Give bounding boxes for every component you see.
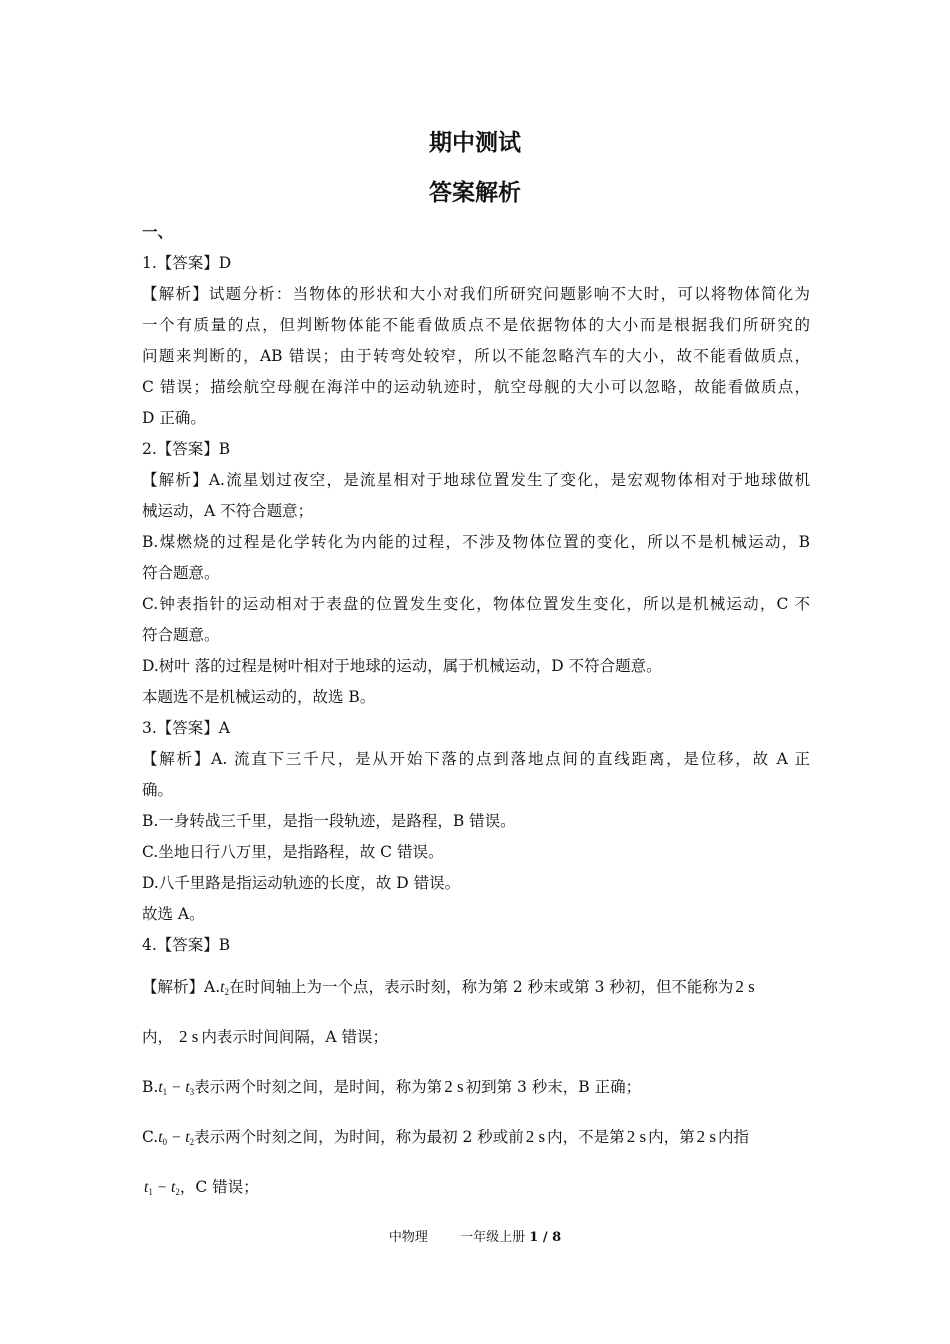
footer-subject: 中物理 [388, 1230, 428, 1245]
q4-answer: 4.【答案】B [142, 936, 231, 954]
q4-c2-end: ，C 错误； [179, 1178, 259, 1196]
page-title: 期中测试 [429, 130, 521, 156]
math-2s: 2 s [525, 1127, 546, 1146]
q4-b-end: 初到第 3 秒末，B 正确； [465, 1078, 642, 1096]
section-heading: 一、 [142, 223, 174, 241]
math-t1-t2: $t_1 - t_2$ [144, 1179, 180, 1197]
q4-c-prefix: C. [142, 1128, 159, 1146]
q2-explanation-line: B.煤燃烧的过程是化学转化为内能的过程，不涉及物体位置的变化，所以不是机械运动，B [142, 533, 810, 551]
q4-a2-prefix: 内， [142, 1028, 174, 1046]
math-t1-t3: $t_1 - t_3$ [158, 1079, 195, 1097]
q4-option-a-line2 [142, 1027, 810, 1047]
q2-explanation-line: D.树叶 落的过程是树叶相对于地球的运动，属于机械运动，D 不符合题意。 [142, 657, 662, 675]
math-2s: 2 s [626, 1127, 647, 1146]
q3-explanation-line: 故选 A。 [142, 905, 205, 923]
q1-explanation-line: 问题来判断的，AB 错误；由于转弯处较窄，所以不能忽略汽车的大小，故不能看做质点， [142, 347, 810, 365]
q2-explanation-line: 符合题意。 [142, 626, 220, 644]
q3-explanation-line: 确。 [142, 781, 174, 799]
math-t0-t2: $t_0 - t_2$ [158, 1129, 195, 1147]
q2-explanation-line: 本题选不是机械运动的，故选 B。 [142, 688, 376, 706]
page-footer [0, 1226, 950, 1245]
q4-c-text2: 内，不是第 [547, 1128, 625, 1146]
q4-option-c-line [142, 1127, 810, 1152]
q3-explanation-line: 【解析】A. 流直下三千尺，是从开始下落的点到落地点间的直线距离，是位移，故 A 正 [142, 750, 810, 768]
q1-explanation-line: 【解析】试题分析：当物体的形状和大小对我们所研究问题影响不大时，可以将物体简化为 [142, 285, 810, 303]
math-2s: 2 s [735, 977, 755, 996]
q4-c-text3: 内，第 [648, 1128, 695, 1146]
q4-option-a-line [142, 977, 810, 1002]
footer-page-number: 1 / 8 [529, 1230, 562, 1245]
q2-explanation-line: 符合题意。 [142, 564, 220, 582]
q2-explanation-line: C.钟表指针的运动相对于表盘的位置发生变化，物体位置发生变化，所以是机械运动，C 不 [142, 595, 810, 613]
q4-b-text: 表示两个时刻之间，是时间，称为第 [194, 1078, 443, 1096]
math-2s: 2 s [444, 1077, 464, 1096]
q4-a-prefix: 【解析】A. [142, 978, 221, 996]
q2-explanation-line: 械运动，A 不符合题意； [142, 502, 314, 520]
page-subtitle: 答案解析 [429, 180, 521, 206]
q4-b-prefix: B. [142, 1078, 159, 1096]
q4-a2-text: 内表示时间间隔，A 错误； [201, 1028, 389, 1046]
q4-option-c-line2 [142, 1177, 810, 1202]
q3-explanation-line: C.坐地日行八万里，是指路程，故 C 错误。 [142, 843, 444, 861]
q2-answer: 2.【答案】B [142, 440, 231, 458]
q3-explanation-line: B.一身转战三千里，是指一段轨迹，是路程，B 错误。 [142, 812, 516, 830]
q2-explanation-line: 【解析】A.流星划过夜空，是流星相对于地球位置发生了变化，是宏观物体相对于地球做机 [142, 471, 810, 489]
q1-explanation-line: C 错误；描绘航空母舰在海洋中的运动轨迹时，航空母舰的大小可以忽略，故能看做质点， [142, 378, 810, 396]
q1-explanation-line: 一个有质量的点，但判断物体能不能看做质点不是依据物体的大小而是根据我们所研究的 [142, 316, 810, 334]
footer-grade: 一年级上册 [460, 1230, 526, 1245]
q1-answer: 1.【答案】D [142, 254, 232, 272]
q4-c-end: 内指 [717, 1128, 749, 1146]
math-2s: 2 s [179, 1027, 199, 1046]
q4-a-text: 在时间轴上为一个点，表示时刻，称为第 2 秒末或第 3 秒初，但不能称为 [228, 978, 734, 996]
math-t2: $t_2$ [220, 979, 229, 997]
q4-c-text: 表示两个时刻之间，为时间，称为最初 2 秒或前 [194, 1128, 524, 1146]
q4-option-b-line [142, 1077, 810, 1102]
q1-explanation-line: D 正确。 [142, 409, 206, 427]
q3-answer: 3.【答案】A [142, 719, 230, 737]
q3-explanation-line: D.八千里路是指运动轨迹的长度，故 D 错误。 [142, 874, 461, 892]
math-2s: 2 s [696, 1127, 716, 1146]
